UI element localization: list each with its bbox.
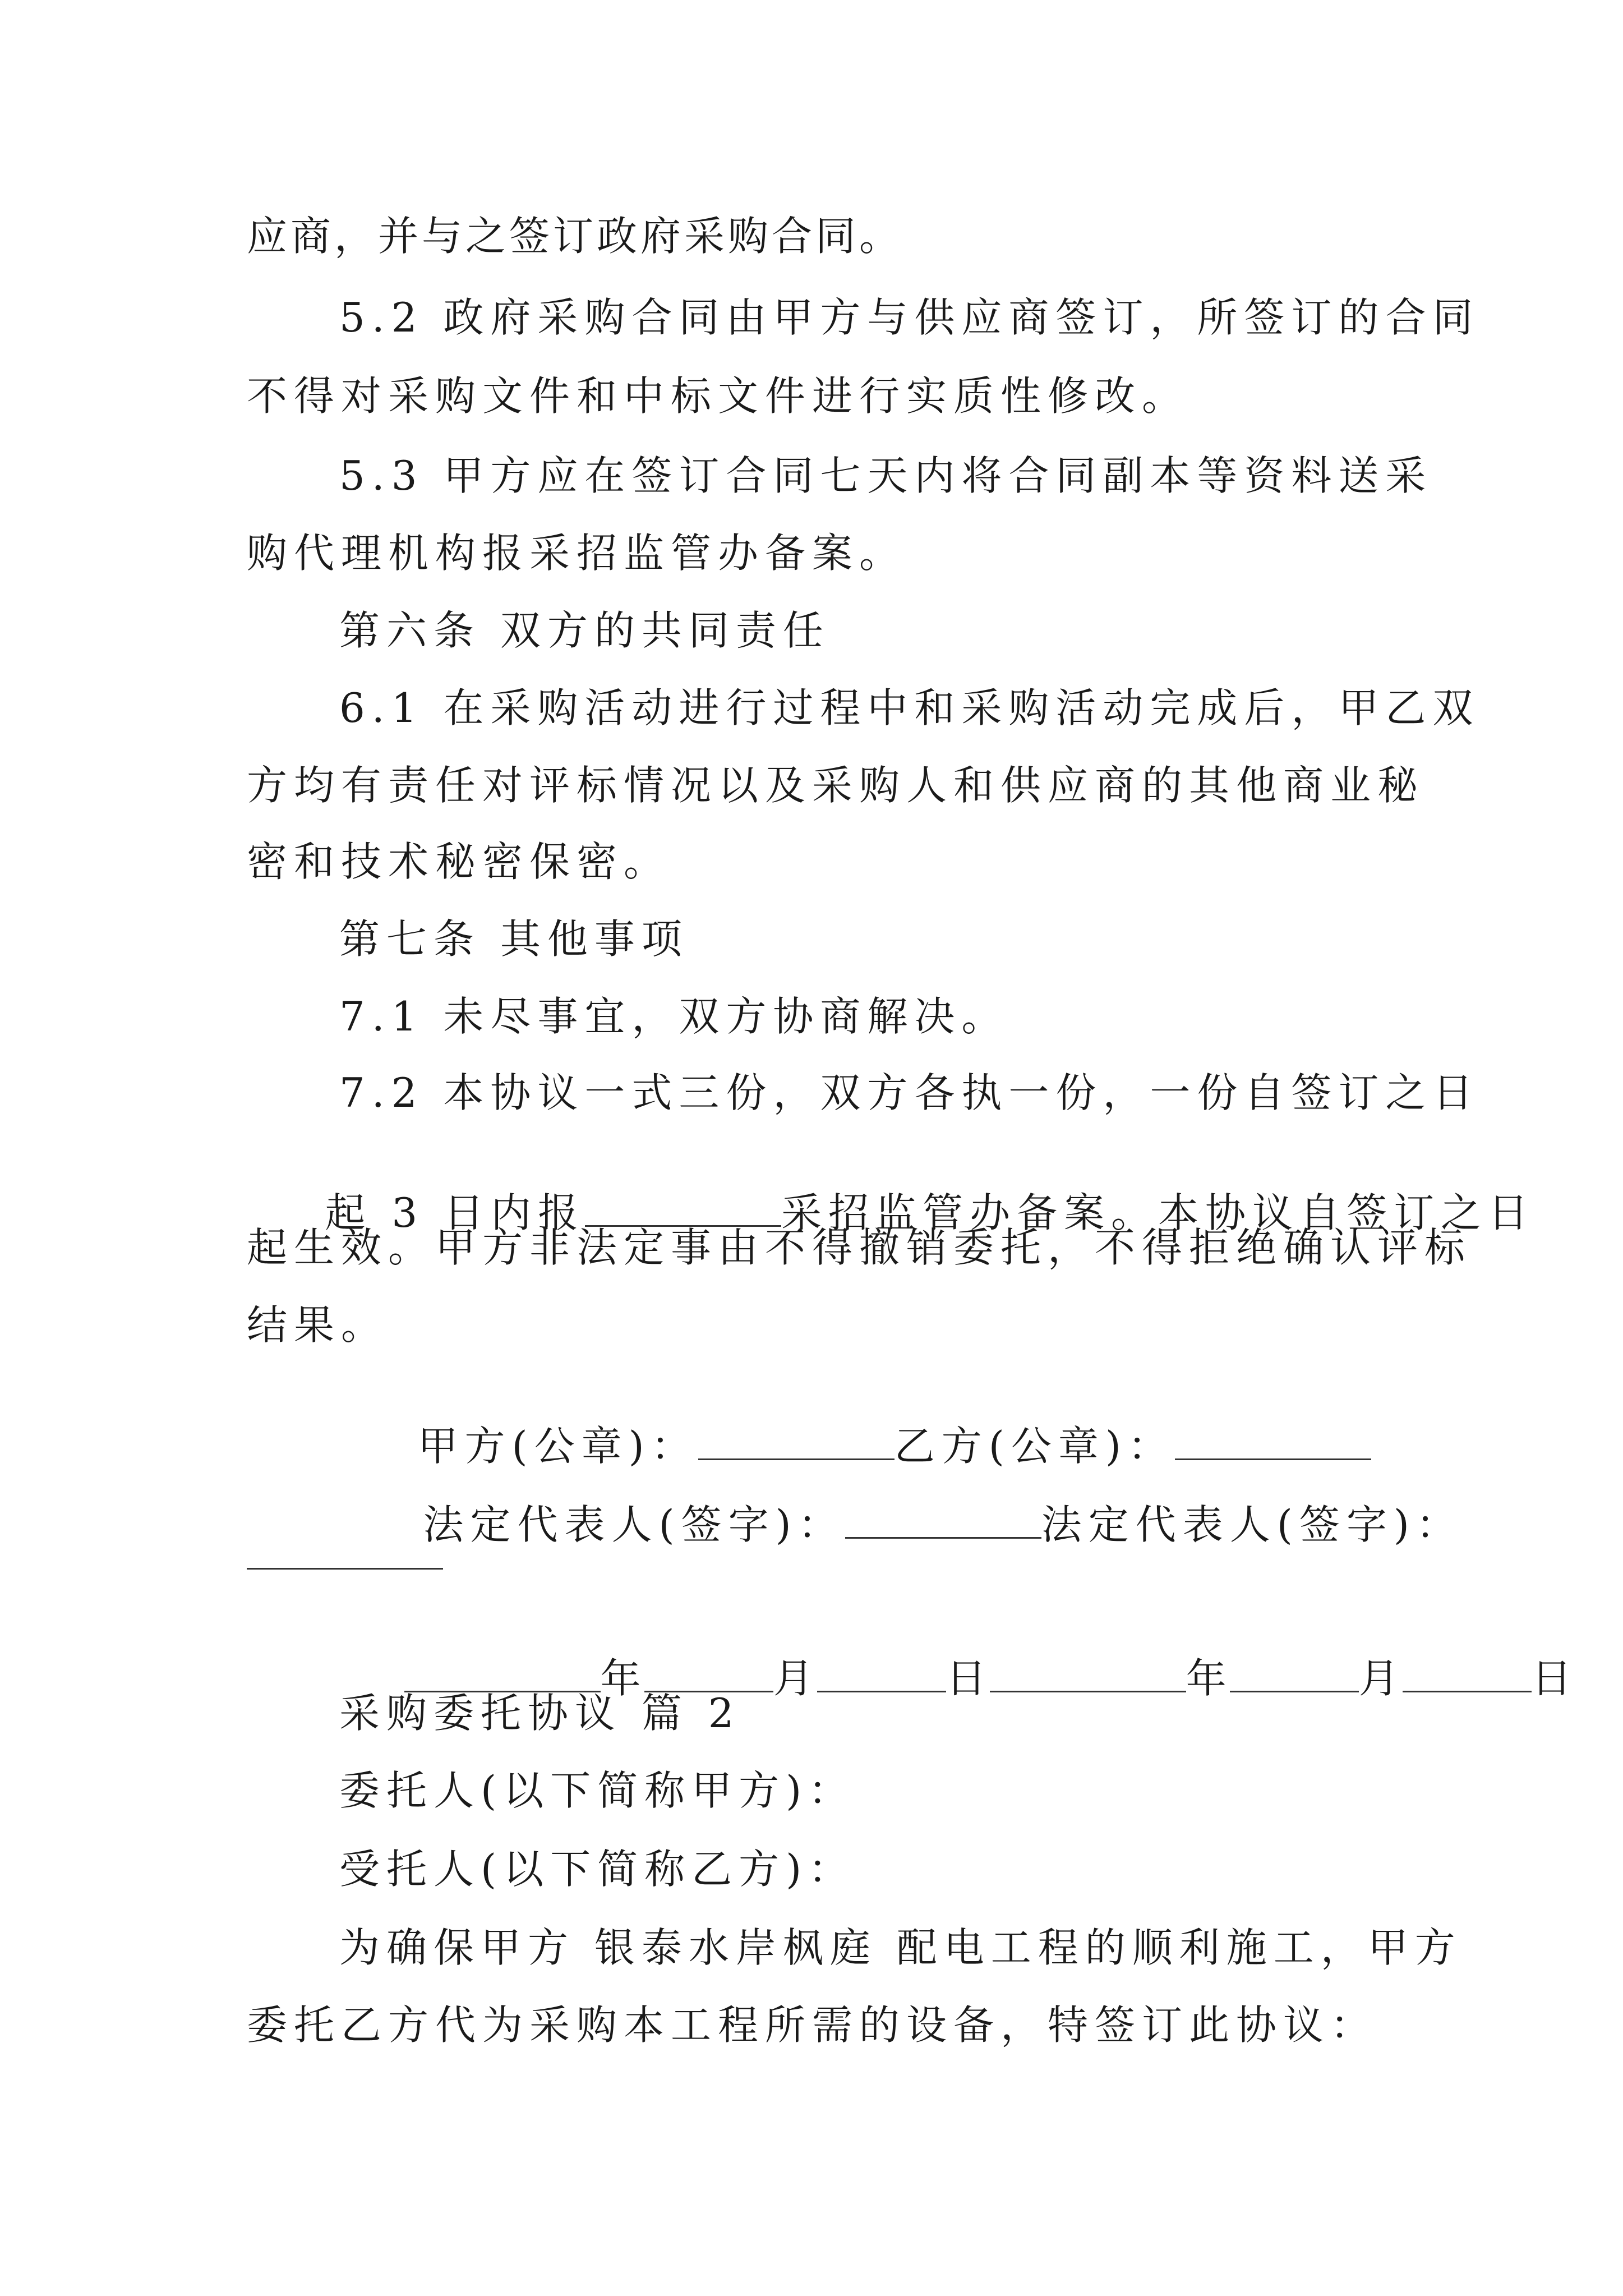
date-b-month-blank (1230, 1656, 1359, 1692)
filing-blank (585, 1190, 781, 1227)
date-a-month-blank (644, 1656, 773, 1692)
party-b-seal-label: 乙方(公章)： (894, 1423, 1175, 1470)
article-6-heading: 第六条 双方的共同责任 (339, 607, 830, 654)
date-b-day-label: 日 (1531, 1655, 1575, 1702)
legal-rep-line (345, 1462, 1463, 1585)
legal-rep-a-label: 法定代表人(签字)： (423, 1501, 845, 1548)
clause-7-1: 7.1 未尽事宜，双方协商解决。 (339, 993, 1009, 1040)
paragraph-line: 应商，并与之签订政府采购合同。 (247, 213, 903, 260)
legal-rep-b-label: 法定代表人(签字)： (1041, 1501, 1463, 1548)
date-b-year-blank (990, 1656, 1186, 1692)
clause-5-3-line-2: 购代理机构报采招监管办备案。 (247, 530, 907, 577)
clause-7-2-line-1: 7.2 本协议一式三份，双方各执一份，一份自签订之日 (339, 1069, 1480, 1116)
party-a-seal-label: 甲方(公章)： (417, 1423, 698, 1470)
legal-rep-b-blank (247, 1568, 443, 1570)
clause-6-1-line-2: 方均有责任对评标情况以及采购人和供应商的其他商业秘 (247, 762, 1425, 809)
date-b-year-label: 年 (1186, 1655, 1230, 1702)
principal-line: 委托人(以下简称甲方)： (339, 1767, 856, 1814)
section-2-title: 采购委托协议 篇 2 (339, 1690, 741, 1737)
intro-line-1: 为确保甲方 银泰水岸枫庭 配电工程的顺利施工，甲方 (339, 1924, 1462, 1971)
article-7-heading: 第七条 其他事项 (339, 915, 689, 963)
date-a-year-blank (404, 1656, 601, 1692)
filing-prefix: 起 3 日内报 (325, 1189, 585, 1236)
legal-rep-a-blank (845, 1502, 1041, 1539)
clause-7-2-line-3: 起生效。甲方非法定事由不得撤销委托，不得拒绝确认评标 (247, 1224, 1472, 1271)
filing-suffix: 采招监管办备案。本协议自签订之日 (781, 1189, 1536, 1236)
date-a-year-label: 年 (600, 1655, 644, 1702)
date-a-day-label: 日 (946, 1655, 990, 1702)
date-a-day-blank (817, 1656, 946, 1692)
party-b-seal-blank (1175, 1424, 1371, 1460)
intro-line-2: 委托乙方代为采购本工程所需的设备，特签订此协议： (247, 2001, 1378, 2049)
clause-6-1-line-3: 密和技术秘密保密。 (247, 838, 671, 885)
clause-5-2-line-2: 不得对采购文件和中标文件进行实质性修改。 (247, 372, 1189, 420)
clause-5-3-line-1: 5.3 甲方应在签订合同七天内将合同副本等资料送采 (339, 452, 1433, 499)
agent-line: 受托人(以下简称乙方)： (339, 1846, 856, 1893)
clause-5-2-line-1: 5.2 政府采购合同由甲方与供应商签订，所签订的合同 (339, 294, 1480, 341)
date-b-day-blank (1403, 1656, 1532, 1692)
clause-7-2-line-4: 结果。 (247, 1301, 389, 1349)
date-b-month-label: 月 (1358, 1655, 1403, 1702)
clause-6-1-line-1: 6.1 在采购活动进行过程中和采购活动完成后，甲乙双 (339, 684, 1480, 731)
date-a-month-label: 月 (773, 1655, 817, 1702)
party-a-seal-blank (698, 1424, 895, 1460)
